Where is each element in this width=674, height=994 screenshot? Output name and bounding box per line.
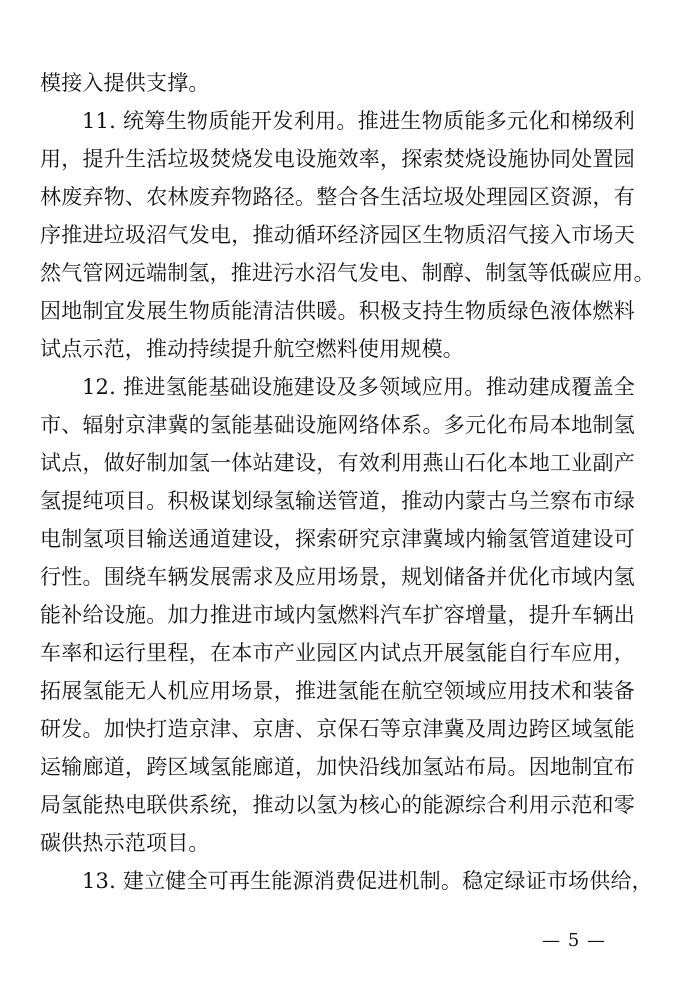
- text-line: 局氢能热电联供系统，推动以氢为核心的能源综合利用示范和零: [40, 793, 635, 817]
- document-page: [40, 64, 655, 900]
- text-line: 模接入提供支撑。: [40, 71, 210, 95]
- text-line: 拓展氢能无人机应用场景，推进氢能在航空领域应用技术和装备: [40, 679, 635, 703]
- text-line: 12. 推进氢能基础设施建设及多领域应用。推动建成覆盖全: [82, 375, 635, 399]
- text-line: 研发。加快打造京津、京唐、京保石等京津冀及周边跨区域氢能: [40, 717, 635, 741]
- page-number: — 5 —: [542, 930, 606, 951]
- text-line: 11. 统筹生物质能开发利用。推进生物质能多元化和梯级利: [82, 109, 635, 133]
- text-line: 试点，做好制加氢一体站建设，有效利用燕山石化本地工业副产: [40, 451, 635, 475]
- text-line: 能补给设施。加力推进市域内氢燃料汽车扩容增量，提升车辆出: [40, 603, 635, 627]
- text-line: 电制氢项目输送通道建设，探索研究京津冀域内输氢管道建设可: [40, 527, 635, 551]
- text-line: 序推进垃圾沼气发电，推动循环经济园区生物质沼气接入市场天: [40, 223, 635, 247]
- continuation-text: [40, 64, 635, 102]
- text-line: 用，提升生活垃圾焚烧发电设施效率，探索焚烧设施协同处置园: [40, 147, 635, 171]
- text-line: 13. 建立健全可再生能源消费促进机制。稳定绿证市场供给，: [82, 869, 653, 893]
- text-line: 林废弃物、农林废弃物路径。整合各生活垃圾处理园区资源，有: [40, 185, 635, 209]
- paragraph-11: [40, 102, 655, 368]
- text-line: 氢提纯项目。积极谋划绿氢输送管道，推动内蒙古乌兰察布市绿: [40, 489, 635, 513]
- paragraph-13: [40, 862, 653, 900]
- text-line: 运输廊道，跨区域氢能廊道，加快沿线加氢站布局。因地制宜布: [40, 755, 635, 779]
- text-line: 市、辐射京津冀的氢能基础设施网络体系。多元化布局本地制氢: [40, 413, 635, 437]
- paragraph-12: [40, 368, 635, 862]
- text-line: 车率和运行里程，在本市产业园区内试点开展氢能自行车应用，: [40, 641, 635, 665]
- text-line: 然气管网远端制氢，推进污水沼气发电、制醇、制氢等低碳应用。: [40, 261, 655, 285]
- text-line: 试点示范，推动持续提升航空燃料使用规模。: [40, 337, 464, 361]
- text-line: 因地制宜发展生物质能清洁供暖。积极支持生物质绿色液体燃料: [40, 299, 635, 323]
- text-line: 行性。围绕车辆发展需求及应用场景，规划储备并优化市域内氢: [40, 565, 635, 589]
- text-line: 碳供热示范项目。: [40, 831, 210, 855]
